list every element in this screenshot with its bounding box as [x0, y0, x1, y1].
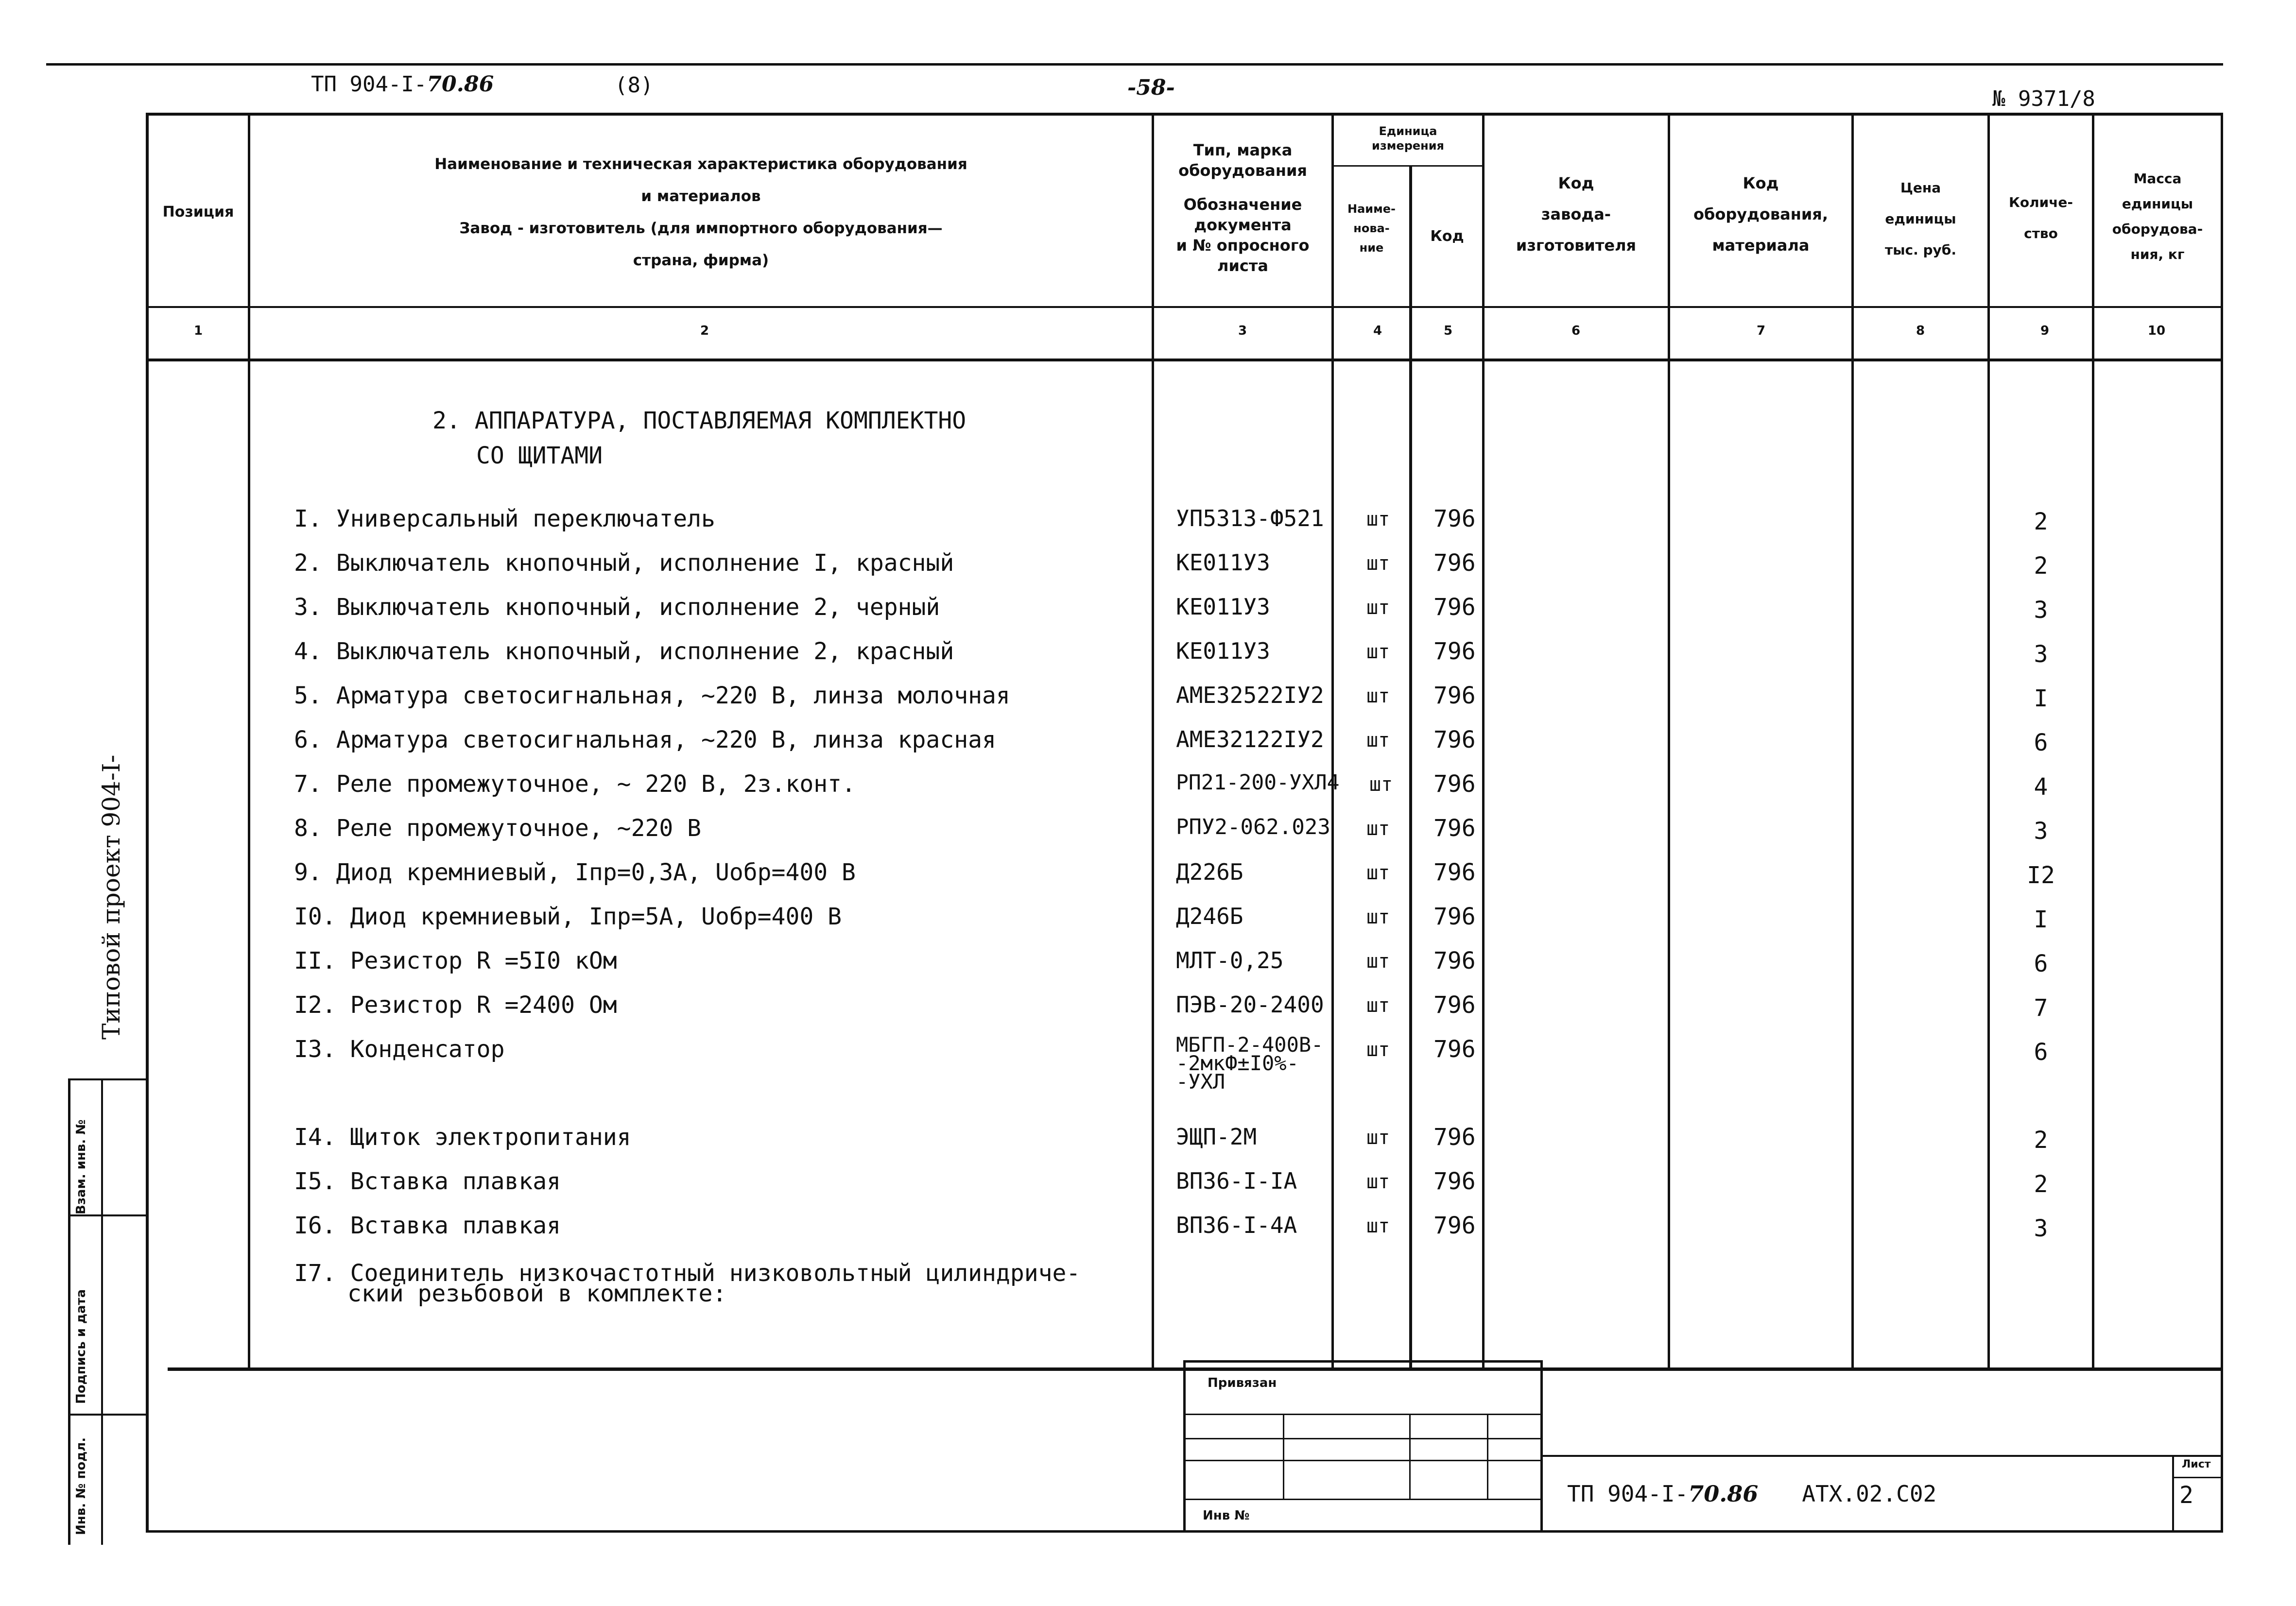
row-16-type: ВП36-I-4А	[1176, 1212, 1297, 1238]
row-14-type: ЭЩП-2М	[1176, 1124, 1257, 1150]
row-10-type: Д246Б	[1176, 903, 1243, 929]
project-code-prefix: ТП 904-I-	[311, 72, 427, 97]
row-3-code: 796	[1433, 594, 1476, 621]
row-2-code: 796	[1433, 549, 1476, 577]
row-15-code: 796	[1433, 1168, 1476, 1195]
side-vertical-title: Типовой проект 904-I-	[97, 754, 125, 1040]
row-12-unit: шт	[1366, 994, 1390, 1017]
row-8-name: 8. Реле промежуточное, ~220 В	[294, 815, 702, 842]
row-9-type: Д226Б	[1176, 859, 1243, 885]
stamp-left-line	[68, 1078, 70, 1545]
footer-top-border	[168, 1367, 2223, 1371]
row-2-type: КЕ011У3	[1176, 549, 1270, 576]
row-12-name: I2. Резистор R =2400 Ом	[294, 991, 617, 1019]
row-7-unit: шт	[1369, 773, 1393, 796]
sheet-box-line	[2172, 1477, 2223, 1478]
row-5-qty: I	[2034, 685, 2048, 712]
row-6-qty: 6	[2034, 729, 2048, 756]
row-8-code: 796	[1433, 815, 1476, 842]
row-8-type: РПУ2-062.023	[1176, 815, 1330, 839]
col-number-7: 7	[1756, 324, 1766, 338]
sheet-number: 2	[2179, 1482, 2193, 1509]
col-line-7	[1851, 113, 1854, 1368]
row-10-unit: шт	[1366, 906, 1390, 928]
sheet-paren: (8)	[615, 73, 654, 98]
row-5-code: 796	[1433, 682, 1476, 709]
row-1-name: I. Универсальный переключатель	[294, 505, 715, 532]
col-header-quantity: Количе- ство	[2008, 194, 2073, 241]
col-header-price: Цена единицы тыс. руб.	[1884, 180, 1956, 258]
row-3-type: КЕ011У3	[1176, 594, 1270, 620]
right-border	[2221, 113, 2223, 1531]
row-6-type: АМЕ32122IУ2	[1176, 726, 1324, 752]
stamp-label-signature-date: Подпись и дата	[74, 1289, 88, 1404]
row-3-name: 3. Выключатель кнопочный, исполнение 2, черный	[294, 594, 940, 621]
row-14-code: 796	[1433, 1124, 1476, 1151]
row-16-code: 796	[1433, 1212, 1476, 1239]
page-mark: -58-	[1127, 75, 1175, 100]
sheet-label: Лист	[2182, 1458, 2211, 1470]
footer-box-right	[1540, 1360, 1543, 1530]
row-16-name: I6. Вставка плавкая	[294, 1212, 561, 1239]
col-number-1: 1	[193, 324, 203, 338]
row-12-qty: 7	[2034, 994, 2048, 1022]
header-divider	[146, 306, 2223, 308]
sheet-box-left	[2172, 1455, 2174, 1530]
row-3-qty: 3	[2034, 597, 2048, 624]
stamp-label-replace-inv: Взам. инв. №	[74, 1119, 88, 1214]
col-header-unit-code: Код	[1430, 228, 1464, 245]
row-12-type: ПЭВ-20-2400	[1176, 991, 1324, 1018]
row-15-type: ВП36-I-IА	[1176, 1168, 1297, 1194]
footer-box-col-2	[1409, 1414, 1411, 1499]
project-code	[311, 72, 494, 97]
row-11-code: 796	[1433, 947, 1476, 974]
col-header-factory-code: Код завода- изготовителя	[1516, 174, 1637, 255]
col-number-3: 3	[1238, 324, 1247, 338]
row-15-qty: 2	[2034, 1171, 2048, 1198]
row-8-qty: 3	[2034, 818, 2048, 845]
row-6-code: 796	[1433, 726, 1476, 753]
numbers-divider	[146, 359, 2223, 361]
row-10-code: 796	[1433, 903, 1476, 930]
footer-doc-code: ТП 904-I-70.86 АТХ.02.С02	[1567, 1481, 1937, 1507]
col-line-2	[1152, 113, 1154, 1368]
row-9-name: 9. Диод кремниевый, Іпр=0,3А, Uобр=400 В	[294, 859, 856, 886]
row-11-unit: шт	[1366, 950, 1390, 973]
col-number-6: 6	[1571, 324, 1581, 338]
row-1-code: 796	[1433, 505, 1476, 532]
footer-box-left	[1183, 1360, 1186, 1530]
row-8-unit: шт	[1366, 818, 1390, 840]
row-5-name: 5. Арматура светосигнальная, ~220 В, линза молочная	[294, 682, 1010, 709]
row-6-unit: шт	[1366, 729, 1390, 752]
stamp-label-original-inv: Инв. № подл.	[74, 1437, 88, 1535]
row-11-type: МЛТ-0,25	[1176, 947, 1284, 974]
row-15-unit: шт	[1366, 1171, 1390, 1193]
footer-box-line-3	[1183, 1460, 1543, 1461]
top-border	[46, 63, 2223, 66]
row-16-unit: шт	[1366, 1215, 1390, 1237]
stamp-line-a	[68, 1078, 148, 1080]
row-5-type: АМЕ32522IУ2	[1176, 682, 1324, 708]
col-header-position: Позиция	[162, 204, 234, 221]
col-line-1	[248, 113, 250, 1368]
row-2-qty: 2	[2034, 552, 2048, 580]
row-15-name: I5. Вставка плавкая	[294, 1168, 561, 1195]
footer-box-line-2	[1183, 1438, 1543, 1439]
col-line-6	[1668, 113, 1670, 1368]
row-17-name: I7. Соединитель низкочастотный низковольтный цилиндриче- ский резьбовой в комплекте:	[294, 1260, 1081, 1307]
col-number-2: 2	[700, 324, 709, 338]
row-2-unit: шт	[1366, 552, 1390, 575]
col-number-5: 5	[1443, 324, 1453, 338]
row-14-qty: 2	[2034, 1127, 2048, 1154]
footer-box-col-3	[1487, 1414, 1488, 1499]
stamp-line-c	[68, 1414, 148, 1416]
col-line-3	[1331, 113, 1334, 1368]
row-4-qty: 3	[2034, 641, 2048, 668]
stamp-line-b	[68, 1214, 148, 1216]
row-4-code: 796	[1433, 638, 1476, 665]
col-line-8	[1987, 113, 1990, 1368]
row-9-unit: шт	[1366, 862, 1390, 884]
footer-box-col-1	[1283, 1414, 1284, 1499]
row-14-name: I4. Щиток электропитания	[294, 1124, 631, 1151]
row-1-qty: 2	[2034, 508, 2048, 535]
row-11-name: II. Резистор R =5I0 кОм	[294, 947, 617, 974]
row-4-type: КЕ011У3	[1176, 638, 1270, 664]
col-line-9	[2092, 113, 2094, 1368]
table-top-border	[146, 113, 2223, 116]
row-13-unit: шт	[1366, 1039, 1390, 1061]
left-border	[146, 113, 149, 1531]
col-number-10: 10	[2147, 324, 2166, 338]
row-1-type: УП5313-Ф521	[1176, 505, 1324, 531]
unit-group-divider	[1331, 165, 1483, 167]
col-header-mass: Масса единицы оборудова- ния, кг	[2112, 171, 2203, 262]
footer-box-line-1	[1183, 1414, 1543, 1415]
row-5-unit: шт	[1366, 685, 1390, 707]
row-7-type: РП21-200-УХЛ4	[1176, 770, 1340, 795]
footer-code-top	[1543, 1455, 2223, 1457]
col-header-name: Наименование и техническая характеристика оборудования и материалов Завод - изготовитель (для импортного оборудования— страна, фирма)	[434, 155, 967, 269]
footer-inv-no: Инв №	[1203, 1508, 1250, 1523]
row-14-unit: шт	[1366, 1127, 1390, 1149]
row-1-unit: шт	[1366, 508, 1390, 530]
row-13-code: 796	[1433, 1036, 1476, 1063]
col-header-unit-group: Единица измерения	[1372, 124, 1444, 153]
section-title: 2. АППАРАТУРА, ПОСТАВЛЯЕМАЯ КОМПЛЕКТНО СО ЩИТАМИ	[432, 407, 967, 469]
stamp-mid-line	[101, 1078, 103, 1545]
row-2-name: 2. Выключатель кнопочный, исполнение I, красный	[294, 549, 954, 577]
row-4-name: 4. Выключатель кнопочный, исполнение 2, красный	[294, 638, 954, 665]
col-number-9: 9	[2040, 324, 2050, 338]
project-code-handwritten: 70.86	[427, 72, 494, 97]
col-header-type: Тип, марка оборудования Обозначение документа и № опросного листа	[1176, 141, 1310, 275]
col-header-unit-name: Наиме- нова- ние	[1347, 202, 1396, 255]
row-13-type: МБГП-2-400В- -2мкФ±I0%- -УХЛ	[1176, 1033, 1324, 1093]
row-16-qty: 3	[2034, 1215, 2048, 1242]
row-7-qty: 4	[2034, 773, 2048, 801]
col-line-5	[1482, 113, 1485, 1368]
row-10-qty: I	[2034, 906, 2048, 933]
row-11-qty: 6	[2034, 950, 2048, 977]
col-number-8: 8	[1916, 324, 1925, 338]
col-number-4: 4	[1373, 324, 1382, 338]
col-line-4	[1409, 165, 1412, 1368]
row-13-qty: 6	[2034, 1039, 2048, 1066]
row-4-unit: шт	[1366, 641, 1390, 663]
bottom-border	[146, 1530, 2223, 1533]
footer-privyazan: Привязан	[1208, 1376, 1277, 1390]
row-12-code: 796	[1433, 991, 1476, 1019]
row-9-qty: I2	[2027, 862, 2055, 889]
footer-box-top	[1183, 1360, 1543, 1363]
row-10-name: I0. Диод кремниевый, Іпр=5А, Uобр=400 В	[294, 903, 842, 930]
row-9-code: 796	[1433, 859, 1476, 886]
row-7-code: 796	[1433, 770, 1476, 798]
row-13-name: I3. Конденсатор	[294, 1036, 505, 1063]
row-7-name: 7. Реле промежуточное, ~ 220 В, 2з.конт.	[294, 770, 856, 798]
col-header-equipment-code: Код оборудования, материала	[1693, 174, 1828, 255]
document-number: № 9371/8	[1992, 86, 2095, 111]
footer-box-line-4	[1183, 1499, 1543, 1500]
row-3-unit: шт	[1366, 597, 1390, 619]
row-6-name: 6. Арматура светосигнальная, ~220 В, линза красная	[294, 726, 996, 753]
